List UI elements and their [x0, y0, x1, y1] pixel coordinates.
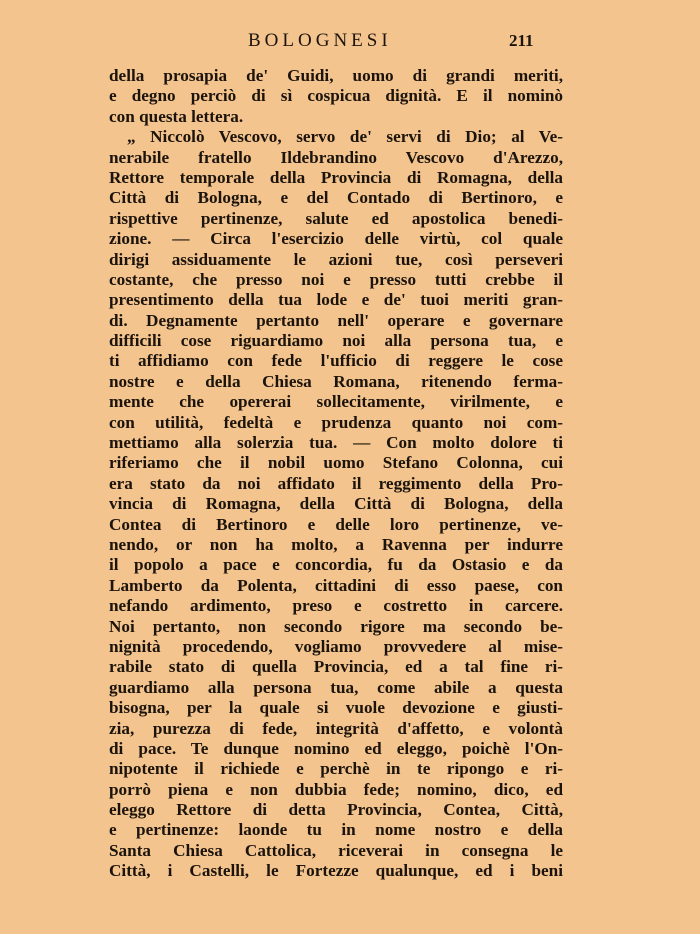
text-line: nostre e della Chiesa Romana, ritenendo ferma-	[109, 371, 563, 391]
text-line: Lamberto da Polenta, cittadini di esso paese, con	[109, 575, 563, 595]
text-line: con utilità, fedeltà e prudenza quanto noi com-	[109, 412, 563, 432]
text-line: porrò piena e non dubbia fede; nomino, dico, ed	[109, 779, 563, 799]
text-line: Rettore temporale della Provincia di Romagna, della	[109, 167, 563, 187]
text-line: nendo, or non ha molto, a Ravenna per indurre	[109, 534, 563, 554]
text-line: dirigi assiduamente le azioni tue, così perseveri	[109, 249, 563, 269]
text-line: bisogna, per la quale si vuole devozione e giusti-	[109, 698, 563, 718]
text-line: Città, i Castelli, le Fortezze qualunque, ed i beni	[109, 861, 563, 881]
text-line: e pertinenze: laonde tu in nome nostro e della	[109, 820, 563, 840]
text-line: mente che opererai sollecitamente, virilmente, e	[109, 392, 563, 412]
text-line: rabile stato di quella Provincia, ed a tal fine ri-	[109, 657, 563, 677]
text-line: e degno perciò di sì cospicua dignità. E il nominò	[109, 86, 563, 106]
text-line: di. Degnamente pertanto nell' operare e governare	[109, 310, 563, 330]
text-line: di pace. Te dunque nomino ed eleggo, poichè l'On-	[109, 738, 563, 758]
text-line: nefando ardimento, preso e costretto in carcere.	[109, 596, 563, 616]
text-line: mettiamo alla solerzia tua. — Con molto dolore ti	[109, 433, 563, 453]
text-line: Città di Bologna, e del Contado di Bertinoro, e	[109, 188, 563, 208]
text-line: Santa Chiesa Cattolica, riceverai in consegna le	[109, 840, 563, 860]
page-header	[0, 26, 700, 52]
text-line: nipotente il richiede e perchè in te ripongo e ri-	[109, 759, 563, 779]
text-line: Contea di Bertinoro e delle loro pertinenze, ve-	[109, 514, 563, 534]
text-line: era stato da noi affidato il reggimento della Pro-	[109, 473, 563, 493]
text-line: rispettive pertinenze, salute ed apostolica benedi-	[109, 208, 563, 228]
text-line: difficili cose riguardiamo noi alla persona tua, e	[109, 331, 563, 351]
text-line: guardiamo alla persona tua, come abile a questa	[109, 677, 563, 697]
text-line: costante, che presso noi e presso tutti crebbe il	[109, 269, 563, 289]
running-title: BOLOGNESI	[248, 30, 392, 51]
text-line: zia, purezza di fede, integrità d'affetto, e volontà	[109, 718, 563, 738]
text-body	[109, 66, 563, 882]
text-line: il popolo a pace e concordia, fu da Ostasio e da	[109, 555, 563, 575]
text-line: presentimento della tua lode e de' tuoi meriti gran-	[109, 290, 563, 310]
text-line: vincia di Romagna, della Città di Bologna, della	[109, 494, 563, 514]
page-number: 211	[509, 31, 534, 50]
text-line: „ Niccolò Vescovo, servo de' servi di Dio; al Ve-	[127, 127, 563, 147]
text-line: Noi pertanto, non secondo rigore ma secondo be-	[109, 616, 563, 636]
text-line: riferiamo che il nobil uomo Stefano Colonna, cui	[109, 453, 563, 473]
text-line: eleggo Rettore di detta Provincia, Contea, Città,	[109, 800, 563, 820]
text-line: ti affidiamo con fede l'ufficio di reggere le cose	[109, 351, 563, 371]
text-line: zione. — Circa l'esercizio delle virtù, col quale	[109, 229, 563, 249]
text-line: della prosapia de' Guidi, uomo di grandi meriti,	[109, 66, 563, 85]
text-line: nerabile fratello Ildebrandino Vescovo d'Arezzo,	[109, 147, 563, 167]
text-line: nignità procedendo, vogliamo provvedere al mise-	[109, 636, 563, 656]
text-line: con questa lettera.	[109, 106, 244, 126]
